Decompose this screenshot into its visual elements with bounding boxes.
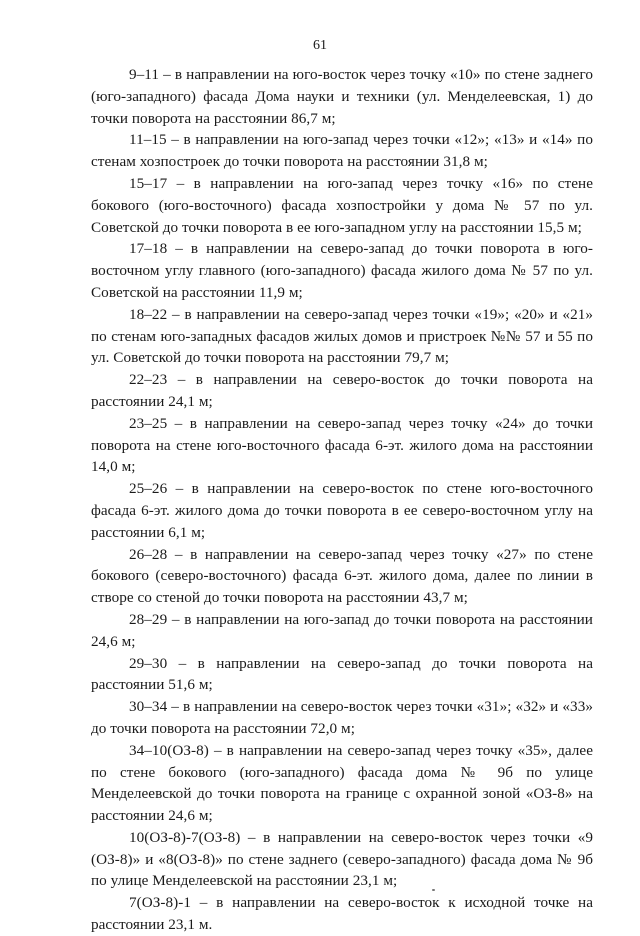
paragraph-11-15: 11–15 – в направлении на юго-запад через точки «12»; «13» и «14» по стенам хозпостроек до точки поворота на расстоянии 31,8 м; bbox=[91, 131, 593, 171]
paragraph-9-11: 9–11 – в направлении на юго-восток через точку «10» по стене заднего (юго-западного) фасада Дома науки и техники (ул. Менделеевская, 1) до точки поворота на расстоянии 86,7 м; bbox=[91, 66, 593, 127]
paragraph-28-29: 28–29 – в направлении на юго-запад до точки поворота на расстоянии 24,6 м; bbox=[91, 610, 593, 650]
paragraph-26-28: 26–28 – в направлении на северо-запад через точку «27» по стене бокового (северо-восточного) фасада 6-эт. жилого дома, далее по линии в створе со стеной до точки поворота на расстоянии 43,7 м; bbox=[91, 545, 593, 607]
scan-speck bbox=[432, 889, 435, 891]
paragraph-34-10-oz8: 34–10(ОЗ-8) – в направлении на северо-запад через точку «35», далее по стене бокового (юго-западного) фасада дома № 9б по улице Менделеевской до точки поворота на границе с охранной зоной «ОЗ-8» на расстоянии 24,6 м; bbox=[91, 741, 593, 825]
paragraph-30-34: 30–34 – в направлении на северо-восток через точки «31»; «32» и «33» до точки поворота на расстоянии 72,0 м; bbox=[91, 698, 593, 737]
paragraph-29-30: 29–30 – в направлении на северо-запад до точки поворота на расстоянии 51,6 м; bbox=[91, 654, 593, 694]
document-body bbox=[91, 64, 593, 936]
paragraph-10-oz8-7-oz8: 10(ОЗ-8)-7(ОЗ-8) – в направлении на северо-восток через точки «9 (ОЗ-8)» и «8(ОЗ-8)» по стене заднего (северо-западного) фасада дома № 9б по улице Менделеевской на расстоянии 23,1 м; bbox=[91, 828, 593, 890]
page-number: 61 bbox=[313, 38, 327, 53]
paragraph-22-23: 22–23 – в направлении на северо-восток до точки поворота на расстоянии 24,1 м; bbox=[91, 371, 593, 410]
paragraph-25-26: 25–26 – в направлении на северо-восток по стене юго-восточного фасада 6-эт. жилого дома до точки поворота в ее северо-восточном углу на расстоянии 6,1 м; bbox=[91, 480, 593, 541]
paragraph-17-18: 17–18 – в направлении на северо-запад до точки поворота в юго-восточном углу главного (юго-западного) фасада жилого дома № 57 по ул. Советской на расстоянии 11,9 м; bbox=[91, 240, 593, 301]
paragraph-7-oz8-1: 7(ОЗ-8)-1 – в направлении на северо-восток к исходной точке на расстоянии 23,1 м. bbox=[91, 894, 593, 934]
paragraph-15-17: 15–17 – в направлении на юго-запад через точку «16» по стене бокового (юго-восточного) фасада хозпостройки у дома № 57 по ул. Советской до точки поворота в ее юго-западном углу на расстоянии 15,5 м; bbox=[91, 174, 593, 236]
paragraph-23-25: 23–25 – в направлении на северо-запад через точку «24» до точки поворота на стене юго-восточного фасада 6-эт. жилого дома на расстоянии 14,0 м; bbox=[91, 414, 593, 476]
paragraph-18-22: 18–22 – в направлении на северо-запад через точки «19»; «20» и «21» по стенам юго-западных фасадов жилых домов и пристроек №№ 57 и 55 по ул. Советской до точки поворота на расстоянии 79,7 м; bbox=[91, 305, 593, 367]
